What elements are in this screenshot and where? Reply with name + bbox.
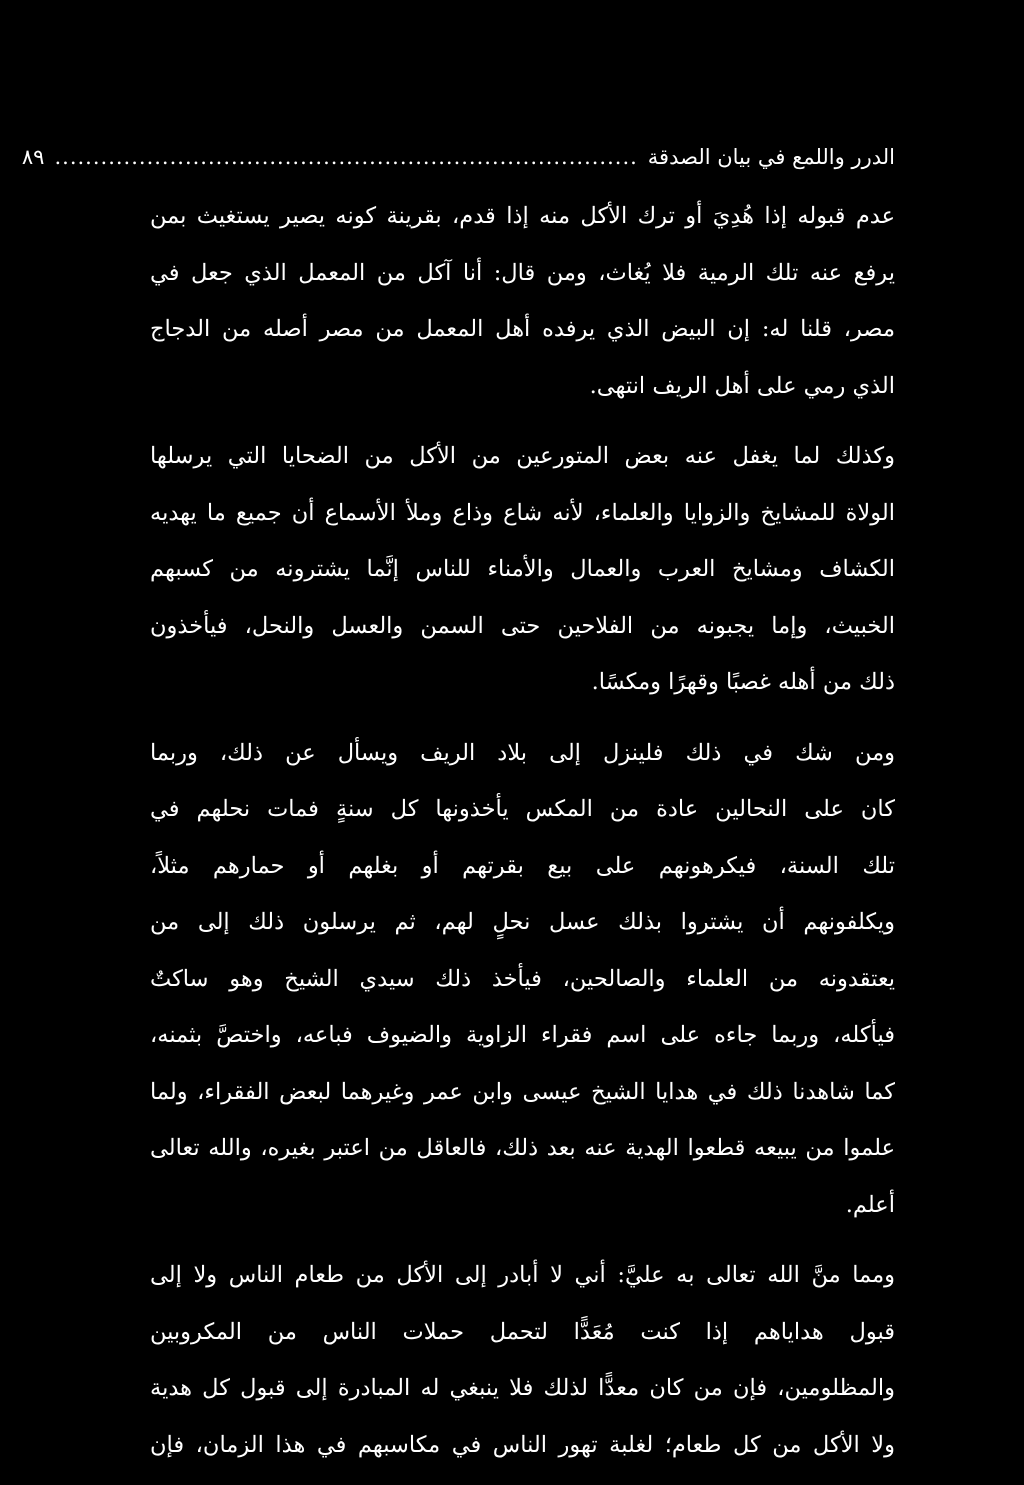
text-line: ويكلفونهم أن يشتروا بذلك عسل نحلٍ لهم، ثم يرسلون ذلك إلى من — [150, 909, 895, 935]
paragraph-3 — [150, 725, 895, 1234]
leader-dots: ............................................................................ — [54, 145, 638, 169]
running-header — [21, 140, 895, 174]
text-line: علموا من يبيعه قطعوا الهدية عنه بعد ذلك، فالعاقل من اعتبر بغيره، والله تعالى — [150, 1135, 895, 1161]
book-title: الدرر واللمع في بيان الصدقة — [647, 145, 895, 169]
paragraph-4 — [150, 1247, 895, 1473]
text-line: وكذلك لما يغفل عنه بعض المتورعين من الأكل من الضحايا التي يرسلها — [150, 443, 895, 469]
text-line: ولا الأكل من كل طعام؛ لغلبة تهور الناس في مكاسبهم في هذا الزمان، فإن — [150, 1431, 895, 1458]
text-line: الكشاف ومشايخ العرب والعمال والأمناء للناس إنَّما يشترونه من كسبهم — [150, 556, 895, 582]
text-line: يرفع عنه تلك الرمية فلا يُغاث، ومن قال: أنا آكل من المعمل الذي جعل في — [150, 259, 895, 286]
body-text — [150, 188, 895, 1473]
text-line: الذي رمي على أهل الريف انتهى. — [589, 372, 895, 399]
text-line: أعلم. — [845, 1191, 895, 1218]
text-line: كان على النحالين عادة من المكس يأخذونها كل سنةٍ فمات نحلهم في — [150, 796, 895, 822]
text-line: والمظلومين، فإن من كان معدًّا لذلك فلا ينبغي له المبادرة إلى قبول كل هدية — [150, 1375, 895, 1401]
text-line: فيأكله، وربما جاءه على اسم فقراء الزاوية والضيوف فباعه، واختصَّ بثمنه، — [150, 1022, 895, 1048]
text-line: كما شاهدنا ذلك في هدايا الشيخ عيسى وابن عمر وغيرهما لبعض الفقراء، ولما — [150, 1078, 895, 1105]
text-line: ذلك من أهله غصبًا وقهرًا ومكسًا. — [591, 669, 895, 695]
text-line: الخبيث، وإما يجبونه من الفلاحين حتى السمن والعسل والنحل، فيأخذون — [150, 612, 895, 639]
text-line: ومما منَّ الله تعالى به عليَّ: أني لا أبادر إلى الأكل من طعام الناس ولا إلى — [150, 1262, 895, 1288]
text-line: قبول هداياهم إذا كنت مُعَدًّا لتحمل حملات الناس من المكروبين — [150, 1318, 895, 1345]
text-line: عدم قبوله إذا هُدِيَ أو ترك الأكل منه إذا قدم، بقرينة كونه يصير يستغيث بمن — [150, 203, 895, 229]
text-line: يعتقدونه من العلماء والصالحين، فيأخذ ذلك سيدي الشيخ وهو ساكتٌ — [150, 965, 895, 992]
paragraph-2 — [150, 428, 895, 711]
paragraph-1 — [150, 188, 895, 414]
text-line: ومن شك في ذلك فلينزل إلى بلاد الريف ويسأل عن ذلك، وربما — [150, 739, 895, 766]
text-line: مصر، قلنا له: إن البيض الذي يرفده أهل المعمل من مصر أصله من الدجاج — [150, 316, 895, 342]
text-line: تلك السنة، فيكرهونهم على بيع بقرتهم أو بغلهم أو حمارهم مثلاً، — [150, 852, 895, 879]
text-line: الولاة للمشايخ والزوايا والعلماء، لأنه شاع وذاع وملأ الأسماع أن جميع ما يهديه — [150, 499, 895, 526]
page-number: ٨٩ — [21, 145, 45, 169]
